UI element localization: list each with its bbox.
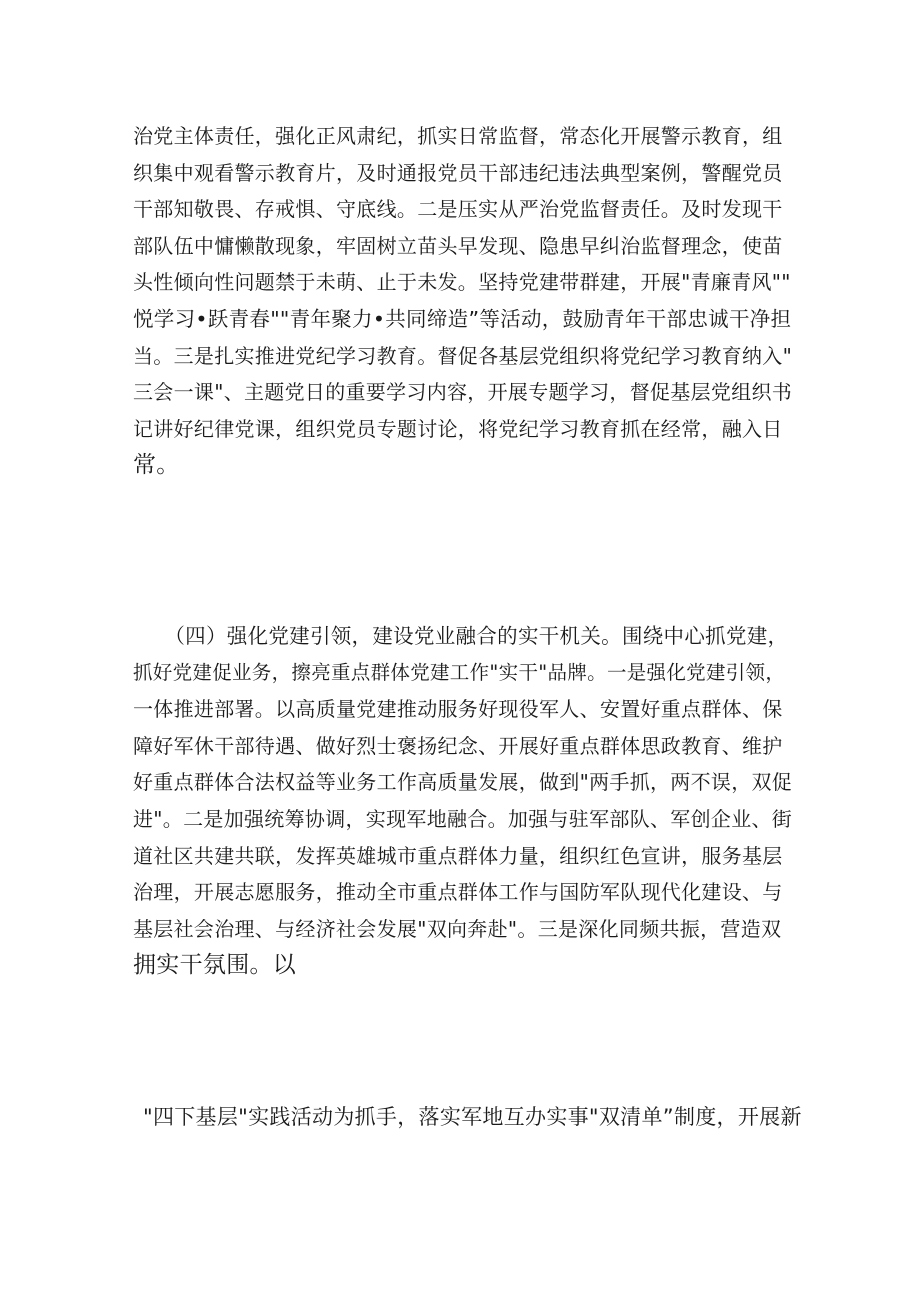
text-line: 抓好党建促业务，擦亮重点群体党建工作"实干"品牌。一是强化党建引领， [133,660,786,684]
text-line: 头性倾向性问题禁于未萌、止于未发。坚持党建带群建，开展"青廉青风"" [133,270,791,295]
text-line: 部队伍中慵懒散现象，牢固树立苗头早发现、隐患早纠治监督理念，使苗 [133,233,783,258]
text-line: 好重点群体合法权益等业务工作高质量发展，做到"两手抓，两不误，双促 [133,770,793,795]
paragraph-continuation [143,1099,803,1136]
text-line: 进"。二是加强统筹协调，实现军地融合。加强与驻军部队、军创企业、街 [133,806,793,831]
text-line: 常。 [133,452,180,479]
text-line: 治党主体责任，强化正风肃纪，抓实日常监督，常态化开展警示教育，组 [133,124,783,148]
text-line: 障好军休干部待遇、做好烈士褒扬纪念、开展好重点群体思政教育、维护 [133,733,783,758]
text-line: 治理，开展志愿服务，推动全市重点群体工作与国防军队现代化建设、与 [133,880,783,905]
text-line: （四）强化党建引领，建设党业融合的实干机关。围绕中心抓党建， [133,624,789,648]
text-line: 织集中观看警示教育片，及时通报党员干部违纪违法典型案例，警醒党员 [133,160,783,185]
text-line: 道社区共建共联，发挥英雄城市重点群体力量，组织红色宣讲，服务基层 [133,843,783,868]
text-line: 记讲好纪律党课，组织党员专题讨论，将党纪学习教育抓在经常，融入日 [133,416,783,441]
text-line: 三会一课"、主题党日的重要学习内容，开展专题学习，督促基层党组织书 [133,380,793,405]
paragraph-party-supervision [133,118,793,484]
text-line: 基层社会治理、与经济社会发展"双向奔赴"。三是深化同频共振，营造双 [133,916,782,941]
text-line: 一体推进部署。以高质量党建推动服务好现役军人、安置好重点群体、保 [133,697,783,722]
text-line: 悦学习•跃青春""青年聚力•共同缔造”等活动，鼓励青年干部忠诚干净担 [133,306,792,331]
text-line: 当。三是扎实推进党纪学习教育。督促各基层党组织将党纪学习教育纳入" [133,343,793,368]
paragraph-section-four [133,618,793,984]
text-line: 干部知敬畏、存戒惧、守底线。二是压实从严治党监督责任。及时发现干 [133,197,783,222]
text-line: 拥实干氛围。以 [133,952,297,979]
text-line: "四下基层"实践活动为抓手，落实军地互办实事"双清单”制度，开展新 [143,1105,802,1129]
